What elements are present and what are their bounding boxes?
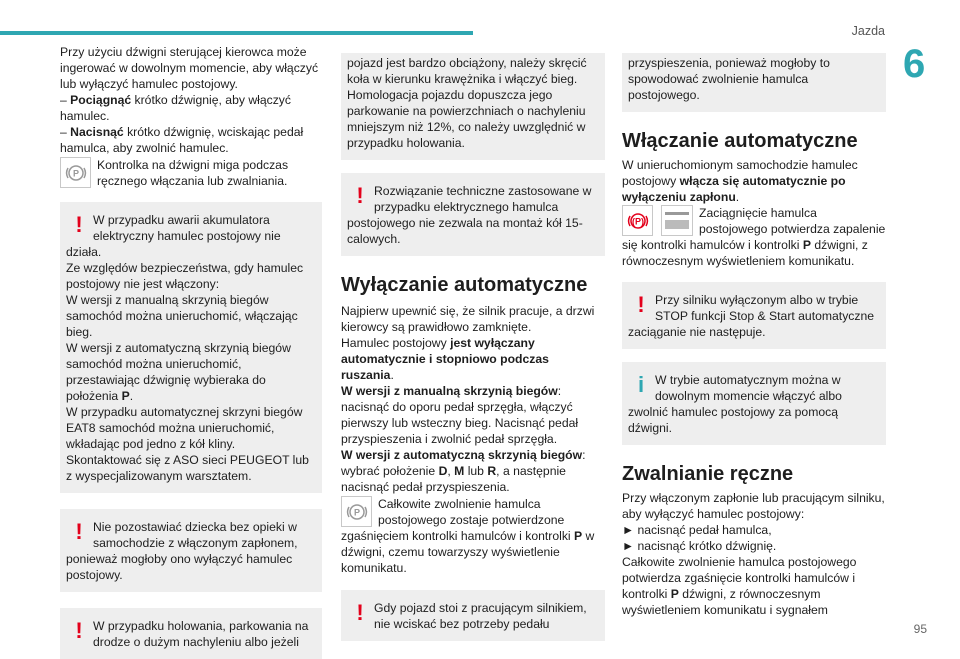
paragraph: W wersji z manualną skrzynią biegów: nacisnąć do oporu pedał sprzęgła, włączyć pierwszy lub wsteczny bieg. Nacisnąć pedał przyspieszenia i zwolnić pedał sprzęgła. — [341, 384, 579, 446]
paragraph: W unieruchomionym samochodzie hamulec postojowy włącza się automatycznie po wyłączeniu zapłonu. — [622, 158, 858, 204]
paragraph: Całkowite zwolnienie hamulca postojowego potwierdza zgaśnięcie kontrolki hamulców i kontrolki P dźwigni, z równoczesnym wyświetleniem komunikatu i sygnałem — [622, 555, 857, 617]
warning-box: ! Nie pozostawiać dziecka bez opieki w samochodzie z włączonym zapłonem, ponieważ mogłoby ono wyłączyć hamulec postojowy. — [60, 509, 322, 592]
bullet-item: ► nacisnąć pedał hamulca, — [622, 523, 772, 537]
svg-text:P: P — [72, 168, 79, 178]
display-screen-icon — [661, 205, 693, 236]
paragraph: – Pociągnąć krótko dźwignię, aby włączyć hamulec. — [60, 93, 291, 123]
paragraph: W wersji z automatyczną skrzynią biegów: wybrać położenie D, M lub R, a następnie nacisnąć pedał przyspieszenia. — [341, 448, 586, 494]
warning-box-continued: przyspieszenia, ponieważ mogłoby to spowodować zwolnienie hamulca postojowego. — [622, 53, 886, 112]
paragraph: Najpierw upewnić się, że silnik pracuje, a drzwi kierowcy są prawidłowo zamknięte. — [341, 304, 595, 334]
paragraph: – Nacisnąć krótko dźwignię, wciskając pedał hamulca, aby zwolnić hamulec. — [60, 125, 304, 155]
indicator-note: P Całkowite zwolnienie hamulca postojowego zostaje potwierdzone zgaśnięciem kontrolki hamulców i kontrolki P w dźwigni, czemu towarzyszy wyświetlenie komunikatu. — [341, 497, 595, 575]
warning-icon: ! — [75, 618, 83, 643]
paragraph: Hamulec postojowy jest wyłączany automatycznie i stopniowo podczas ruszania. — [341, 336, 549, 382]
column-2 — [341, 53, 605, 641]
warning-box: ! Przy silniku wyłączonym albo w trybie STOP funkcji Stop & Start automatyczne zaciąganie nie następuje. — [622, 282, 886, 349]
column-3 — [622, 53, 886, 618]
top-accent-bar — [0, 31, 473, 35]
section-title: Jazda — [851, 24, 885, 38]
warning-icon: ! — [356, 183, 364, 208]
warning-box: ! W przypadku holowania, parkowania na drodze o dużym nachyleniu albo jeżeli — [60, 608, 322, 659]
paragraph: Przy użyciu dźwigni sterującej kierowca może ingerować w dowolnym momencie, aby włączyć lub wyłączyć hamulec postojowy. — [60, 45, 319, 91]
svg-text:(P): (P) — [631, 216, 644, 226]
indicator-note: P Kontrolka na dźwigni miga podczas ręcznego włączania lub zwalniania. — [60, 157, 322, 189]
info-box: i W trybie automatycznym można w dowolnym momencie włączyć albo zwolnić hamulec postojowy za pomocą dźwigni. — [622, 362, 886, 445]
warning-icon: ! — [356, 600, 364, 625]
column-1 — [60, 44, 322, 659]
warning-box-continued: pojazd jest bardzo obciążony, należy skręcić koła w kierunku krawężnika i włączyć bieg. Homologacja pojazdu dopuszcza jego parkowanie na powierzchniach o nachyleniu mniejszym niż 12%, co należy uwzględnić w przypadku holowania. — [341, 53, 605, 160]
warning-icon: ! — [637, 292, 645, 317]
brake-warning-icon — [622, 205, 653, 236]
warning-icon: ! — [75, 212, 83, 237]
parking-brake-indicator-icon — [341, 496, 372, 527]
chapter-number: 6 — [903, 42, 926, 86]
paragraph: Przy włączonym zapłonie lub pracującym silniku, aby wyłączyć hamulec postojowy: — [622, 491, 885, 521]
warning-box: ! W przypadku awarii akumulatora elektryczny hamulec postojowy nie działa. Ze względów bezpieczeństwa, gdy hamulec postojowy nie jest włączony: W wersji z manualną skrzynią biegów samochód można unieruchomić, włączając bieg. W wersji z automatyczną skrzynią biegów samochód można unieruchomić, przestawiając dźwignię wybieraka do położenia P. W przypadku automatycznej skrzyni biegów EAT8 samochód można unieruchomić, wkładając pod jedno z kół kliny. Skontaktować się z ASO sieci PEUGEOT lub z wyspecjalizowanym warsztatem. — [60, 202, 322, 493]
page-number: 95 — [913, 622, 927, 636]
bullet-item: ► nacisnąć krótko dźwignię. — [622, 539, 777, 553]
heading-manual-release: Zwalnianie ręczne — [622, 463, 794, 485]
warning-icon: ! — [75, 519, 83, 544]
svg-text:P: P — [353, 507, 360, 517]
heading-auto-apply: Włączanie automatyczne — [622, 130, 858, 152]
indicator-note: (P) Zaciągnięcie hamulca postojowego potwierdza zapalenie się kontrolki hamulców i kontrolki P dźwigni, z równoczesnym wyświetleniem komunikatu. — [622, 206, 886, 268]
parking-brake-indicator-icon — [60, 157, 91, 188]
heading-auto-release: Wyłączanie automatyczne — [341, 274, 588, 296]
warning-box: ! Gdy pojazd stoi z pracującym silnikiem, nie wciskać bez potrzeby pedału — [341, 590, 605, 641]
info-icon: i — [637, 372, 645, 397]
warning-box: ! Rozwiązanie techniczne zastosowane w przypadku elektrycznego hamulca postojowego nie zezwala na montaż kół 15-calowych. — [341, 173, 605, 256]
